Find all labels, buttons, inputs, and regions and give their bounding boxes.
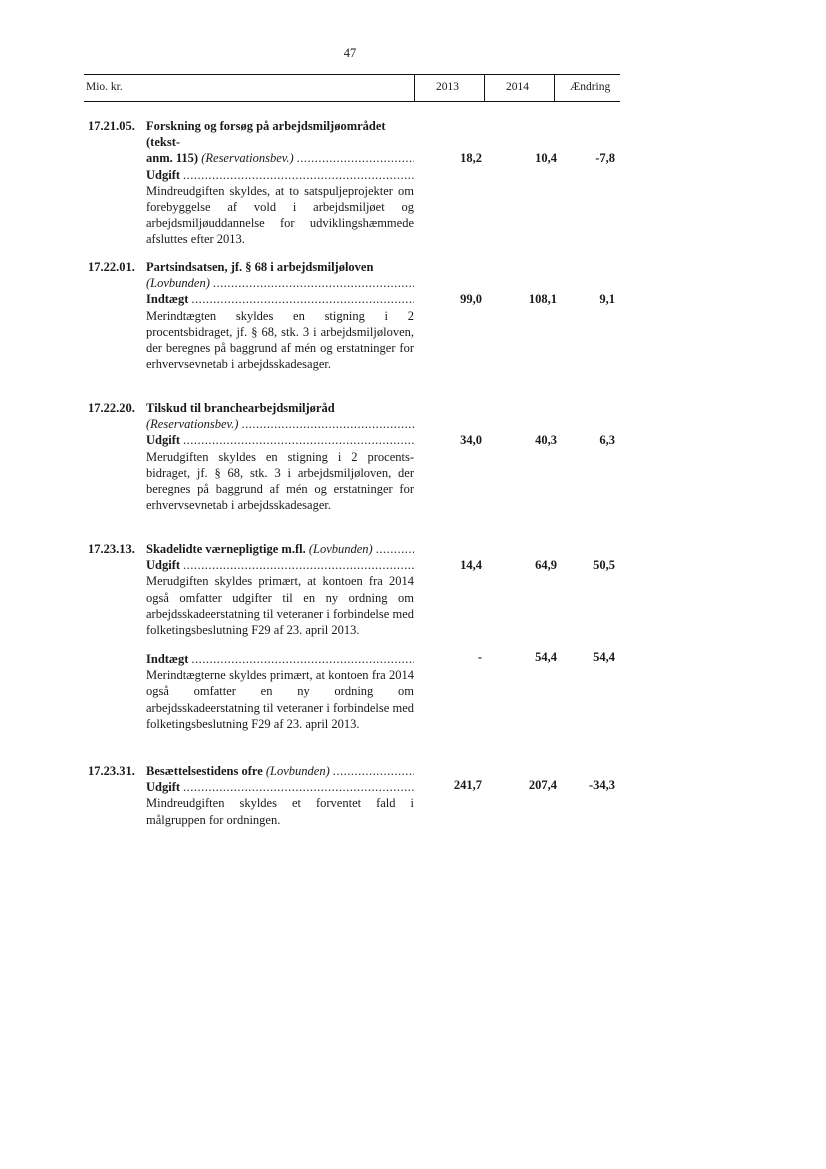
entry-title: Tilskud til branchearbejdsmiljøråd — [146, 401, 335, 415]
entry-appropriation-type: (Reservationsbev.) — [201, 151, 294, 166]
table-header — [84, 74, 620, 102]
value-2013: 99,0 — [460, 292, 482, 306]
leader-dots — [183, 432, 414, 448]
item-explanation: Merindtægten skyldes en stigning i 2 procentsbidraget, jf. § 68, stk. 3 i arbejdsmiljøloven, der beregnes på baggrund af mén og erstatninger for erhvervsevnetab i arbejdsskadesager. — [146, 308, 414, 372]
item-explanation: Mindreudgiften skyldes, at to satspuljeprojekter om forebyggelse af vold i arbejdsmiljøet og arbejdsmiljøuddannelse for udviklingshæmmede afsluttes efter 2013. — [146, 183, 414, 247]
header-year-2014: 2014 — [506, 81, 529, 93]
leader-dots — [241, 416, 414, 432]
entry-title: anm. 115) — [146, 151, 199, 166]
value-2014: 10,4 — [535, 151, 557, 165]
header-top-rule — [84, 74, 620, 75]
account-code: 17.21.05. — [88, 119, 135, 133]
header-divider — [554, 74, 555, 102]
value-change: -7,8 — [595, 151, 615, 165]
value-change: 6,3 — [599, 433, 615, 447]
entry-appropriation-type: (Reservationsbev.) — [146, 417, 239, 432]
value-2014: 54,4 — [535, 650, 557, 664]
item-label: Udgift — [146, 167, 181, 182]
leader-dots — [191, 651, 414, 667]
entry-title: Skadelidte værnepligtige m.fl. — [146, 542, 306, 556]
entry-title: Forskning og forsøg på arbejdsmiljøområdet (tekst- — [146, 119, 386, 150]
leader-dots — [183, 167, 414, 183]
value-2013: 14,4 — [460, 558, 482, 572]
account-code: 17.22.01. — [88, 260, 135, 274]
header-divider — [484, 74, 485, 102]
value-2013: 241,7 — [453, 778, 482, 792]
entry-title: Besættelsestidens ofre — [146, 764, 263, 778]
item-explanation: Mindreudgiften skyldes et forventet fald i målgruppen for ordningen. — [146, 796, 414, 827]
value-2013: 18,2 — [460, 151, 482, 165]
leader-dots — [183, 557, 414, 573]
value-2014: 108,1 — [528, 292, 557, 306]
entry-title: Partsindsatsen, jf. § 68 i arbejdsmiljøloven — [146, 260, 374, 274]
header-year-2013: 2013 — [436, 81, 459, 93]
account-code: 17.22.20. — [88, 401, 135, 415]
value-2013: - — [477, 650, 482, 664]
item-explanation: Merudgiften skyldes primært, at kontoen fra 2014 også omfatter udgifter til en ny ordning om arbejdsskadeerstatning til veteraner i forbindelse med folketingsbeslutning F29 af 23. april 2013. — [146, 574, 414, 638]
header-unit: Mio. kr. — [86, 81, 123, 93]
value-2014: 64,9 — [535, 558, 557, 572]
entry-appropriation-type: (Lovbunden) — [308, 542, 373, 556]
entry-appropriation-type: (Lovbunden) — [146, 276, 210, 291]
item-label: Udgift — [146, 433, 181, 448]
value-2013: 34,0 — [460, 433, 482, 447]
value-change: 54,4 — [593, 650, 615, 664]
item-label: Udgift — [146, 780, 181, 795]
value-change: -34,3 — [588, 778, 615, 792]
value-2014: 40,3 — [535, 433, 557, 447]
account-code: 17.23.13. — [88, 542, 135, 556]
header-bottom-rule — [84, 101, 620, 102]
item-label: Udgift — [146, 558, 181, 573]
value-change: 9,1 — [599, 292, 615, 306]
leader-dots — [183, 779, 414, 795]
account-code: 17.23.31. — [88, 764, 135, 778]
item-label: Indtægt — [146, 292, 189, 307]
leader-dots — [297, 150, 414, 166]
value-2014: 207,4 — [528, 778, 557, 792]
item-label: Indtægt — [146, 652, 189, 666]
item-explanation: Merindtægterne skyldes primært, at kontoen fra 2014 også omfatter en ny ordning om arbejdsskadeerstatning til veteraner i forbindelse med folketingsbeslutning F29 af 23. april 2013. — [146, 668, 414, 731]
leader-dots — [191, 291, 414, 307]
leader-dots — [333, 763, 414, 779]
header-divider — [414, 74, 415, 102]
value-change: 50,5 — [593, 558, 615, 572]
item-explanation: Merudgiften skyldes en stigning i 2 procents-bidraget, jf. § 68, stk. 3 i arbejdsmiljøloven, der beregnes på baggrund af mén og erstatninger for erhvervsevnetab i arbejdsskadesager. — [146, 449, 414, 513]
leader-dots — [376, 541, 414, 557]
leader-dots — [213, 275, 414, 291]
page-number: 47 — [343, 46, 357, 60]
header-change: Ændring — [570, 81, 611, 93]
entry-appropriation-type: (Lovbunden) — [265, 764, 330, 778]
